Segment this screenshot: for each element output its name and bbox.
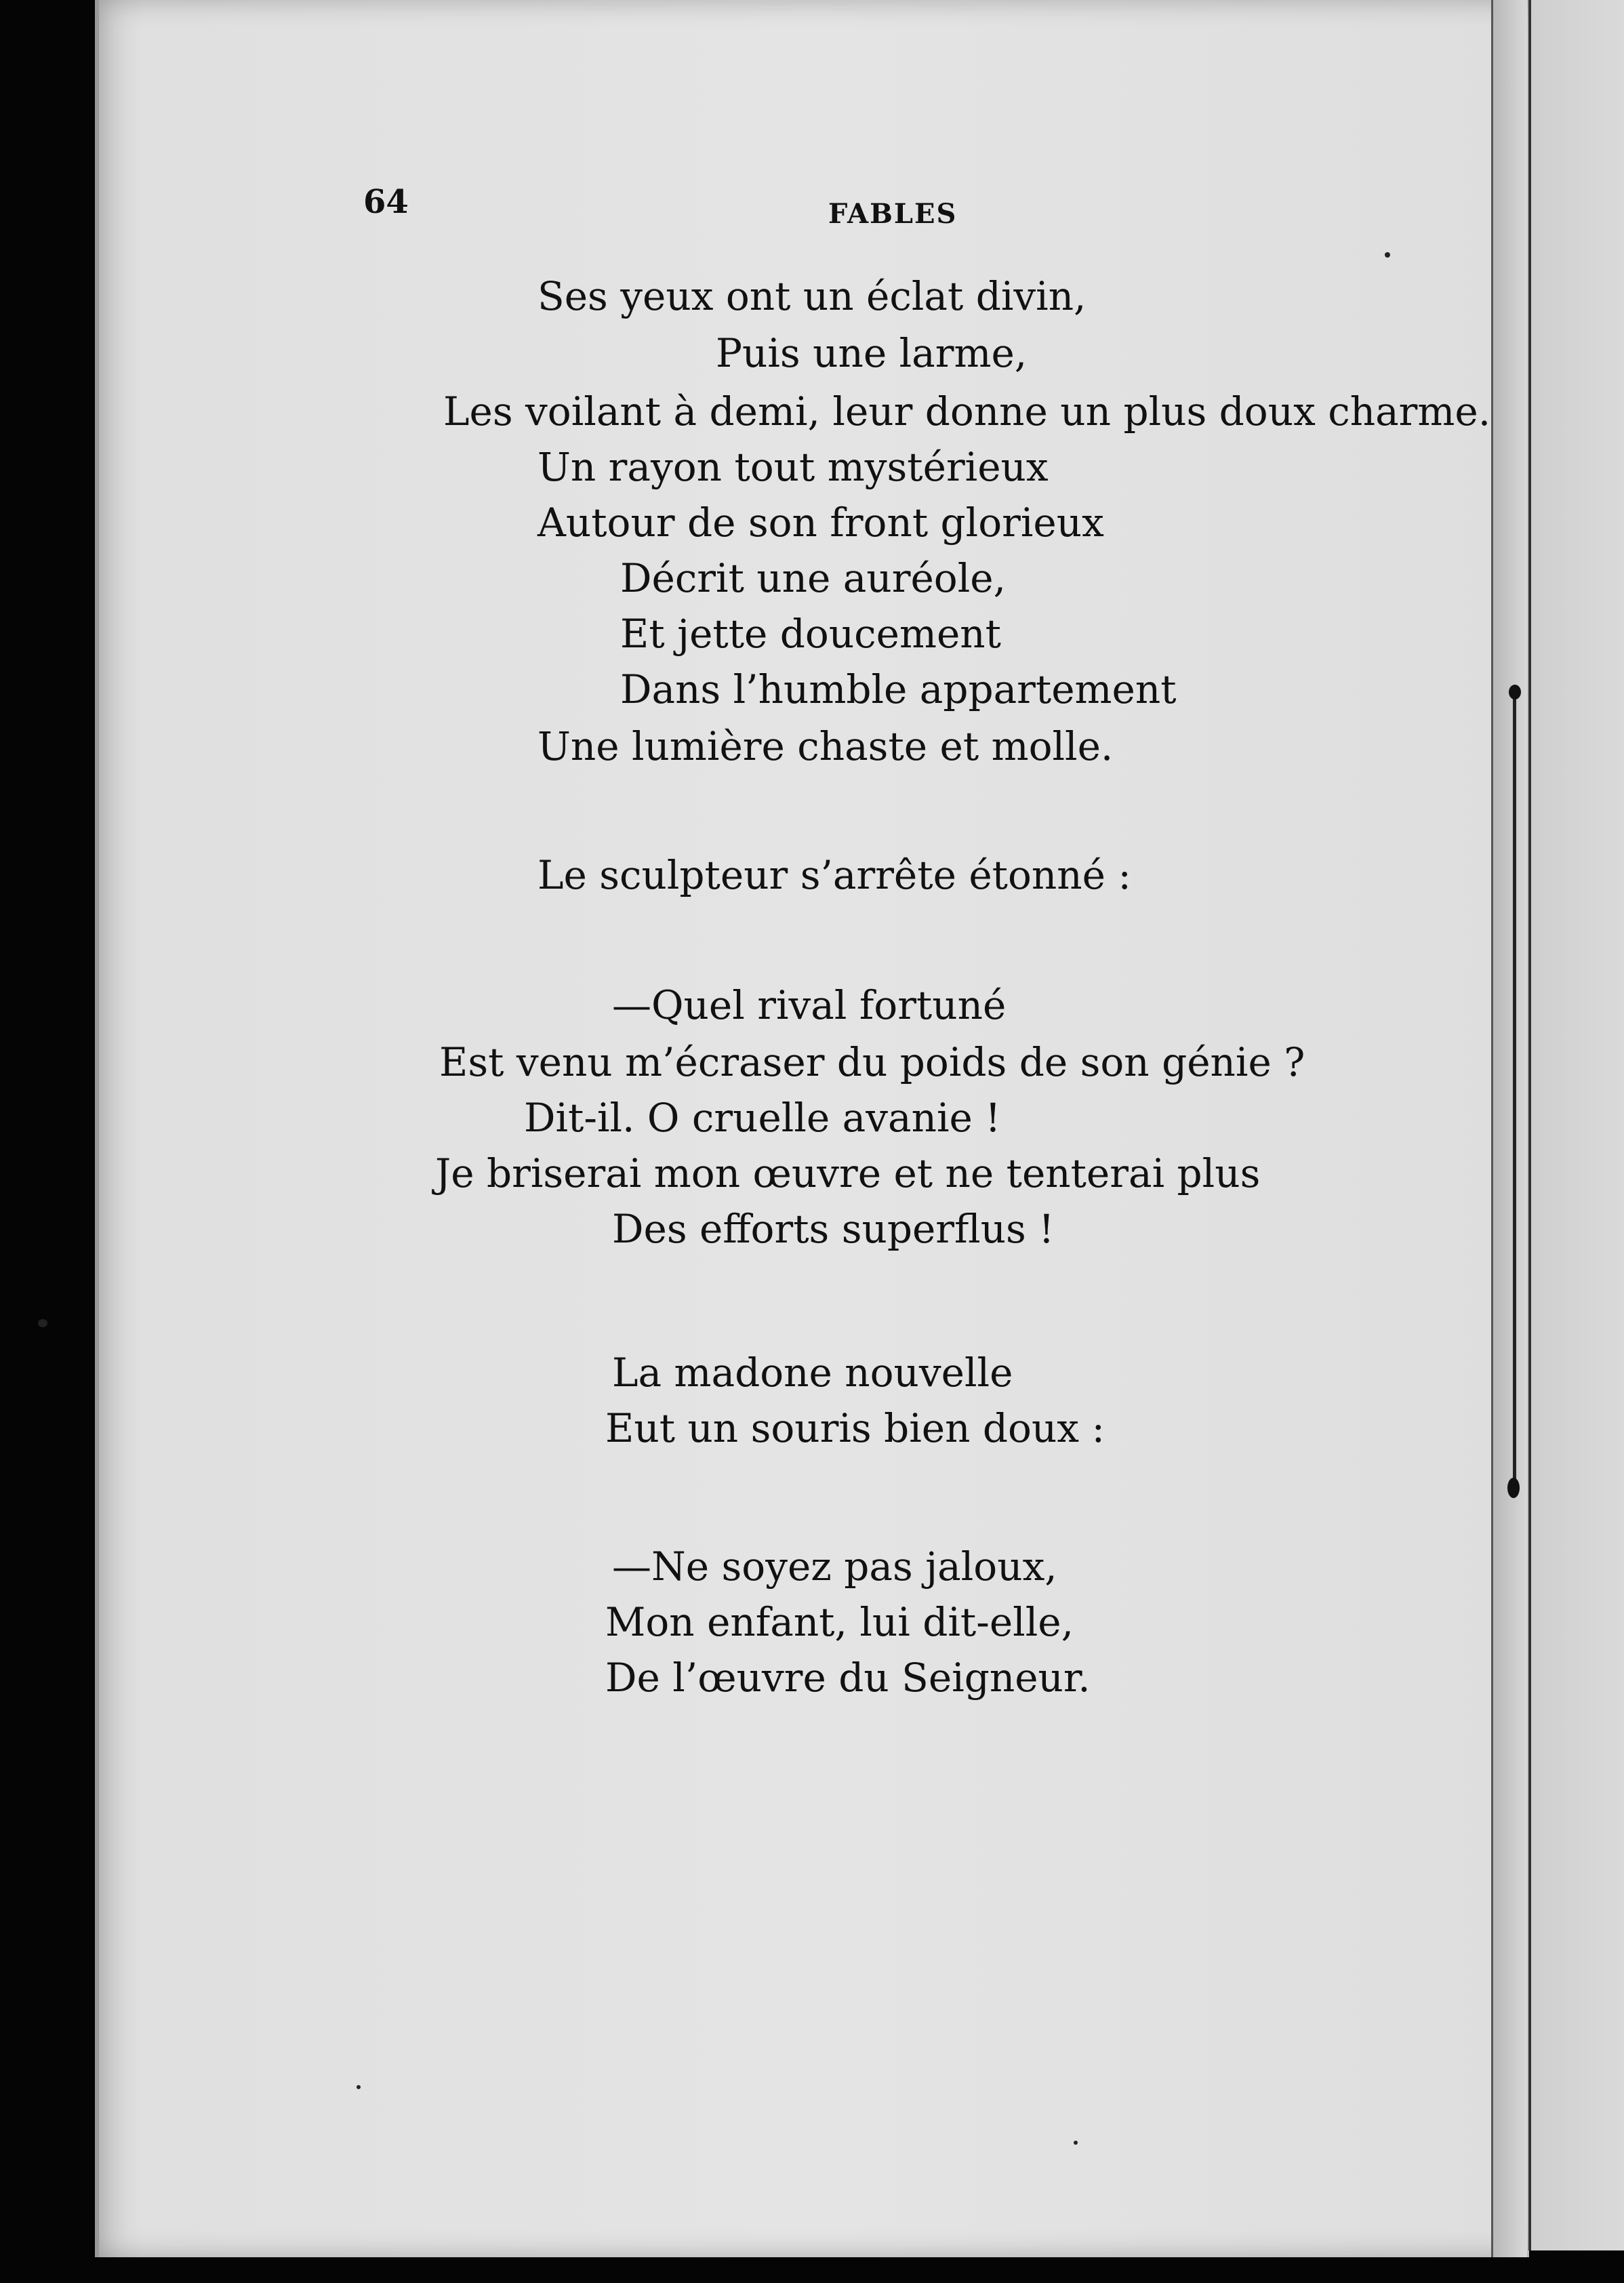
gutter-shadow-line [1513,698,1516,1491]
page-edge [1491,0,1527,2257]
facing-page-edge [1528,0,1624,2250]
poem-line: Décrit une auréole, [620,555,1007,601]
poem-line: Et jette doucement [620,611,1001,657]
running-head: FABLES [828,198,958,230]
poem-line: Mon enfant, lui dit-elle, [605,1599,1074,1645]
poem-line: Une lumière chaste et molle. [537,723,1114,769]
poem-line: Puis une larme, [716,330,1028,376]
paper-speck [357,2085,361,2089]
poem-line: Est venu m’écraser du poids de son génie ? [439,1039,1305,1085]
gutter-mark [1509,685,1521,700]
poem-line: —Quel rival fortuné [612,982,1007,1028]
paper-speck [1074,2141,1078,2145]
page-number: 64 [363,183,409,221]
poem-line: Le sculpteur s’arrête étonné : [537,852,1131,898]
poem-line: Eut un souris bien doux : [605,1405,1105,1451]
poem-line: Des efforts superflus ! [612,1206,1055,1252]
gutter-mark [1507,1478,1520,1498]
paper-speck [1385,252,1390,258]
poem-line: Autour de son front glorieux [537,500,1104,546]
paper-speck [38,1319,47,1327]
poem-line: Un rayon tout mystérieux [537,444,1049,490]
poem-line: Je briserai mon œuvre et ne tenterai plus [435,1150,1261,1196]
poem-line: De l’œuvre du Seigneur. [605,1655,1091,1701]
poem-line: Ses yeux ont un éclat divin, [537,273,1087,319]
poem-line: Dit-il. O cruelle avanie ! [524,1095,1001,1141]
poem-line: La madone nouvelle [612,1350,1013,1396]
poem-line: —Ne soyez pas jaloux, [612,1543,1057,1590]
poem-line: Dans l’humble appartement [620,666,1177,712]
poem-line: Les voilant à demi, leur donne un plus doux charme. [443,388,1491,435]
